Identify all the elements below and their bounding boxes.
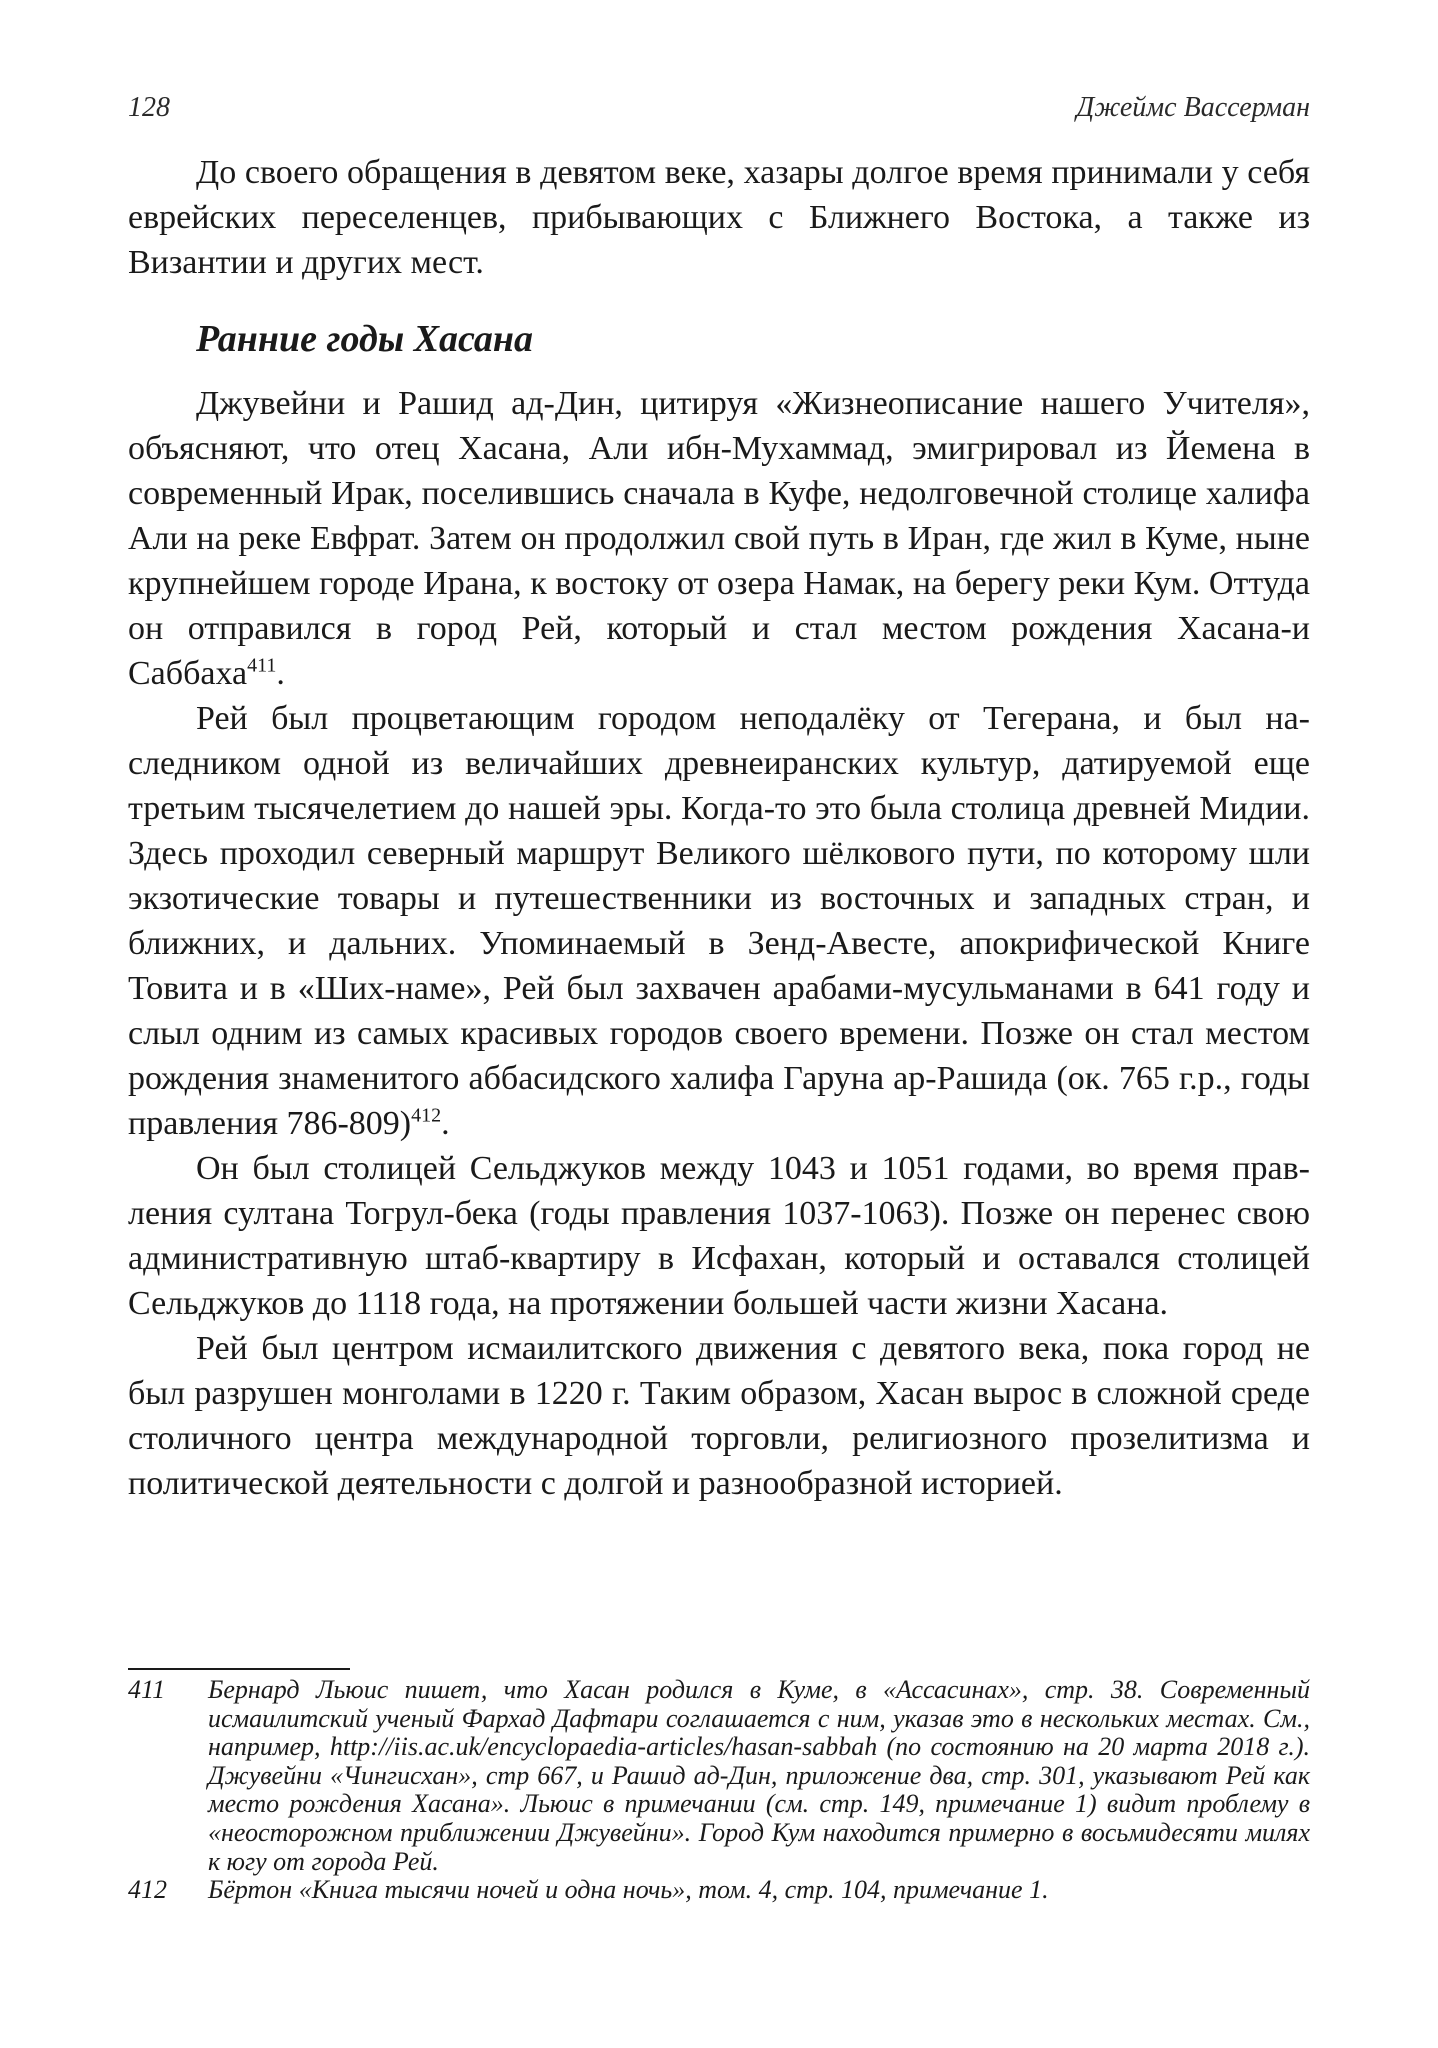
footnote-411 [128,1676,1310,1876]
page-number: 128 [128,92,170,123]
running-header [128,92,1310,132]
paragraph-2 [128,381,1310,696]
paragraph-4: Он был столицей Сельджуков между 1043 и 1051 годами, во время правления султана Тогрул-бека (годы правления 1037-1063). Позже он перенес свою административную штаб-квартиру в Исфахан, который и оставался столицей Сельджуков до 1118 года, на протяжении большей части жизни Хасана. [128,1150,1310,1322]
footnote-412 [128,1876,1310,1905]
footnote-ref-411: 411 [247,654,277,677]
footnote-divider [128,1668,350,1670]
footnote-ref-412: 412 [411,1104,442,1127]
paragraph-3-text: Рей был процветающим городом неподалёку от Тегерана, и был наследником одной из величайших древнеиранских культур, датируемой еще третьим тысячелетием до нашей эры. Когда-то это была столица древней Мидии. Здесь проходил северный маршрут Великого шёлкового пути, по которому шли экзотические товары и путешественники из восточных и западных стран, и ближних, и дальних. Упоминаемый в Зенд-Авесте, апокрифической Книге Товита и в «Ших-наме», Рей был захвачен арабами-мусульманами в 641 году и слыл одним из самых красивых городов своего времени. Позже он стал местом рождения знаменитого аббасидского халифа Гаруна ар-Рашида (ок. 765 г.р., годы правления 786-809) [128,700,1310,1142]
footnote-number: 411 [128,1675,166,1704]
footnotes [128,1676,1310,1905]
paragraph-5: Рей был центром исмаилитского движения с девятого века, пока город не был разрушен монголами в 1220 г. Таким образом, Хасан вырос в сложной среде столичного центра международной торговли, религиозного прозелитизма и политической деятельности с долгой и разнообразной историей. [128,1330,1310,1502]
paragraph-2-end: . [276,655,285,692]
footnote-text: Бернард Льюис пишет, что Хасан родился в Куме, в «Ассасинах», стр. 38. Современный исмаилитский ученый Фархад Дафтари соглашается с ним, указав это в нескольких местах. См., например, http://iis.ac.uk/encyclopaedia-articles/hasan-sabbah (по состоянию на 20 марта 2018 г.). Джувейни «Чингисхан», стр 667, и Рашид ад-Дин, приложение два, стр. 301, указывают Рей как место рождения Хасана». Льюис в примечании (см. стр. 149, примечание 1) видит проблему в «неосторожном приближении Джувейни». Город Кум находится примерно в восьмидесяти милях к югу от города Рей. [208,1675,1310,1876]
footnote-text: Бёртон «Книга тысячи ночей и одна ночь», том. 4, стр. 104, примечание 1. [208,1875,1049,1905]
running-head-author: Джеймс Вассерман [1076,92,1310,123]
paragraph-3 [128,696,1310,1146]
paragraph-3-end: . [441,1105,450,1142]
footnote-number: 412 [128,1875,167,1905]
paragraph-1: До своего обращения в девятом веке, хазары долгое время принимали у себя еврейских переселенцев, прибывающих с Ближнего Востока, а также из Византии и других мест. [128,154,1310,281]
paragraph-2-text: Джувейни и Рашид ад-Дин, цитируя «Жизнеописание нашего Учителя», объясняют, что отец Хасана, Али ибн-Мухаммад, эмигрировал из Йемена в современный Ирак, поселившись сначала в Куфе, недолговечной столице халифа Али на реке Евфрат. Затем он продолжил свой путь в Иран, где жил в Куме, ныне крупнейшем городе Ирана, к востоку от озера Намак, на берегу реки Кум. Оттуда он отправился в город Рей, который и стал местом рождения Хасана-и Саббаха [128,385,1310,692]
main-text [128,150,1310,1506]
section-heading: Ранние годы Хасана [196,318,534,360]
